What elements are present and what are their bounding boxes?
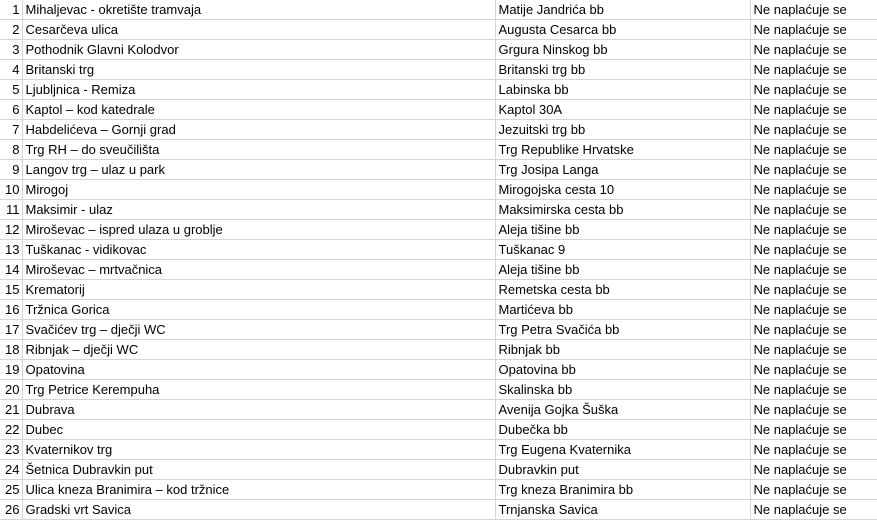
fee-cell[interactable]: Ne naplaćuje se [750,480,877,500]
row-number-cell[interactable]: 17 [0,320,22,340]
fee-cell[interactable]: Ne naplaćuje se [750,120,877,140]
fee-cell[interactable]: Ne naplaćuje se [750,140,877,160]
fee-cell[interactable]: Ne naplaćuje se [750,180,877,200]
address-cell[interactable]: Maksimirska cesta bb [495,200,750,220]
table-row [0,140,877,160]
fee-cell[interactable]: Ne naplaćuje se [750,460,877,480]
table-row [0,320,877,340]
location-name-cell[interactable]: Cesarčeva ulica [22,20,495,40]
row-number-cell[interactable]: 18 [0,340,22,360]
fee-cell[interactable]: Ne naplaćuje se [750,220,877,240]
row-number-cell[interactable]: 13 [0,240,22,260]
address-cell[interactable]: Opatovina bb [495,360,750,380]
table-row [0,500,877,520]
address-cell[interactable]: Dubravkin put [495,460,750,480]
location-name-cell[interactable]: Maksimir - ulaz [22,200,495,220]
row-number-cell[interactable]: 20 [0,380,22,400]
address-cell[interactable]: Trg kneza Branimira bb [495,480,750,500]
address-cell[interactable]: Kaptol 30A [495,100,750,120]
address-cell[interactable]: Aleja tišine bb [495,220,750,240]
location-name-cell[interactable]: Svačićev trg – dječji WC [22,320,495,340]
table-row [0,100,877,120]
address-cell[interactable]: Trg Republike Hrvatske [495,140,750,160]
fee-cell[interactable]: Ne naplaćuje se [750,440,877,460]
row-number-cell[interactable]: 4 [0,60,22,80]
row-number-cell[interactable]: 23 [0,440,22,460]
address-cell[interactable]: Grgura Ninskog bb [495,40,750,60]
table-row [0,180,877,200]
table-row [0,200,877,220]
address-cell[interactable]: Trg Petra Svačića bb [495,320,750,340]
fee-cell[interactable]: Ne naplaćuje se [750,380,877,400]
fee-cell[interactable]: Ne naplaćuje se [750,340,877,360]
address-cell[interactable]: Trg Josipa Langa [495,160,750,180]
location-name-cell[interactable]: Tržnica Gorica [22,300,495,320]
row-number-cell[interactable]: 10 [0,180,22,200]
location-name-cell[interactable]: Britanski trg [22,60,495,80]
table-row [0,360,877,380]
location-name-cell[interactable]: Tuškanac - vidikovac [22,240,495,260]
table-row [0,340,877,360]
fee-cell[interactable]: Ne naplaćuje se [750,360,877,380]
fee-cell[interactable]: Ne naplaćuje se [750,60,877,80]
table-row [0,380,877,400]
row-number-cell[interactable]: 16 [0,300,22,320]
row-number-cell[interactable]: 25 [0,480,22,500]
fee-cell[interactable]: Ne naplaćuje se [750,300,877,320]
fee-cell[interactable]: Ne naplaćuje se [750,200,877,220]
location-name-cell[interactable]: Opatovina [22,360,495,380]
row-number-cell[interactable]: 8 [0,140,22,160]
table-row [0,80,877,100]
table-row [0,420,877,440]
location-name-cell[interactable]: Miroševac – mrtvačnica [22,260,495,280]
address-cell[interactable]: Matije Jandrića bb [495,0,750,20]
fee-cell[interactable]: Ne naplaćuje se [750,0,877,20]
fee-cell[interactable]: Ne naplaćuje se [750,400,877,420]
row-number-cell[interactable]: 1 [0,0,22,20]
location-name-cell[interactable]: Kaptol – kod katedrale [22,100,495,120]
location-name-cell[interactable]: Trg RH – do sveučilišta [22,140,495,160]
location-name-cell[interactable]: Miroševac – ispred ulaza u groblje [22,220,495,240]
address-cell[interactable]: Skalinska bb [495,380,750,400]
location-name-cell[interactable]: Dubec [22,420,495,440]
location-name-cell[interactable]: Dubrava [22,400,495,420]
row-number-cell[interactable]: 15 [0,280,22,300]
address-cell[interactable]: Jezuitski trg bb [495,120,750,140]
row-number-cell[interactable]: 12 [0,220,22,240]
fee-cell[interactable]: Ne naplaćuje se [750,100,877,120]
row-number-cell[interactable]: 9 [0,160,22,180]
location-name-cell[interactable]: Ljubljnica - Remiza [22,80,495,100]
fee-cell[interactable]: Ne naplaćuje se [750,80,877,100]
location-name-cell[interactable]: Gradski vrt Savica [22,500,495,520]
address-cell[interactable]: Mirogojska cesta 10 [495,180,750,200]
address-cell[interactable]: Labinska bb [495,80,750,100]
row-number-cell[interactable]: 24 [0,460,22,480]
table-row [0,40,877,60]
row-number-cell[interactable]: 2 [0,20,22,40]
address-cell[interactable]: Tuškanac 9 [495,240,750,260]
row-number-cell[interactable]: 7 [0,120,22,140]
row-number-cell[interactable]: 22 [0,420,22,440]
table-row [0,480,877,500]
location-name-cell[interactable]: Ulica kneza Branimira – kod tržnice [22,480,495,500]
table-row [0,440,877,460]
fee-cell[interactable]: Ne naplaćuje se [750,20,877,40]
address-cell[interactable]: Aleja tišine bb [495,260,750,280]
address-cell[interactable]: Trg Eugena Kvaternika [495,440,750,460]
fee-cell[interactable]: Ne naplaćuje se [750,320,877,340]
row-number-cell[interactable]: 11 [0,200,22,220]
fee-cell[interactable]: Ne naplaćuje se [750,420,877,440]
address-cell[interactable]: Remetska cesta bb [495,280,750,300]
location-name-cell[interactable]: Ribnjak – dječji WC [22,340,495,360]
row-number-cell[interactable]: 5 [0,80,22,100]
table-row [0,220,877,240]
table-row [0,20,877,40]
address-cell[interactable]: Trnjanska Savica [495,500,750,520]
table-row [0,160,877,180]
address-cell[interactable]: Dubečka bb [495,420,750,440]
location-name-cell[interactable]: Trg Petrice Kerempuha [22,380,495,400]
table-row [0,400,877,420]
table-row [0,280,877,300]
location-name-cell[interactable]: Mihaljevac - okretište tramvaja [22,0,495,20]
address-cell[interactable]: Britanski trg bb [495,60,750,80]
location-name-cell[interactable]: Langov trg – ulaz u park [22,160,495,180]
address-cell[interactable]: Martićeva bb [495,300,750,320]
address-cell[interactable]: Avenija Gojka Šuška [495,400,750,420]
fee-cell[interactable]: Ne naplaćuje se [750,240,877,260]
row-number-cell[interactable]: 6 [0,100,22,120]
location-name-cell[interactable]: Mirogoj [22,180,495,200]
row-number-cell[interactable]: 21 [0,400,22,420]
row-number-cell[interactable]: 19 [0,360,22,380]
address-cell[interactable]: Augusta Cesarca bb [495,20,750,40]
fee-cell[interactable]: Ne naplaćuje se [750,500,877,520]
table-row [0,60,877,80]
location-name-cell[interactable]: Krematorij [22,280,495,300]
row-number-cell[interactable]: 26 [0,500,22,520]
row-number-cell[interactable]: 3 [0,40,22,60]
location-name-cell[interactable]: Habdelićeva – Gornji grad [22,120,495,140]
table-row [0,300,877,320]
location-name-cell[interactable]: Šetnica Dubravkin put [22,460,495,480]
location-name-cell[interactable]: Pothodnik Glavni Kolodvor [22,40,495,60]
address-cell[interactable]: Ribnjak bb [495,340,750,360]
table-row [0,0,877,20]
table-row [0,240,877,260]
table-row [0,120,877,140]
table-row [0,460,877,480]
table-row [0,260,877,280]
fee-cell[interactable]: Ne naplaćuje se [750,40,877,60]
row-number-cell[interactable]: 14 [0,260,22,280]
fee-cell[interactable]: Ne naplaćuje se [750,280,877,300]
fee-cell[interactable]: Ne naplaćuje se [750,260,877,280]
fee-cell[interactable]: Ne naplaćuje se [750,160,877,180]
location-name-cell[interactable]: Kvaternikov trg [22,440,495,460]
